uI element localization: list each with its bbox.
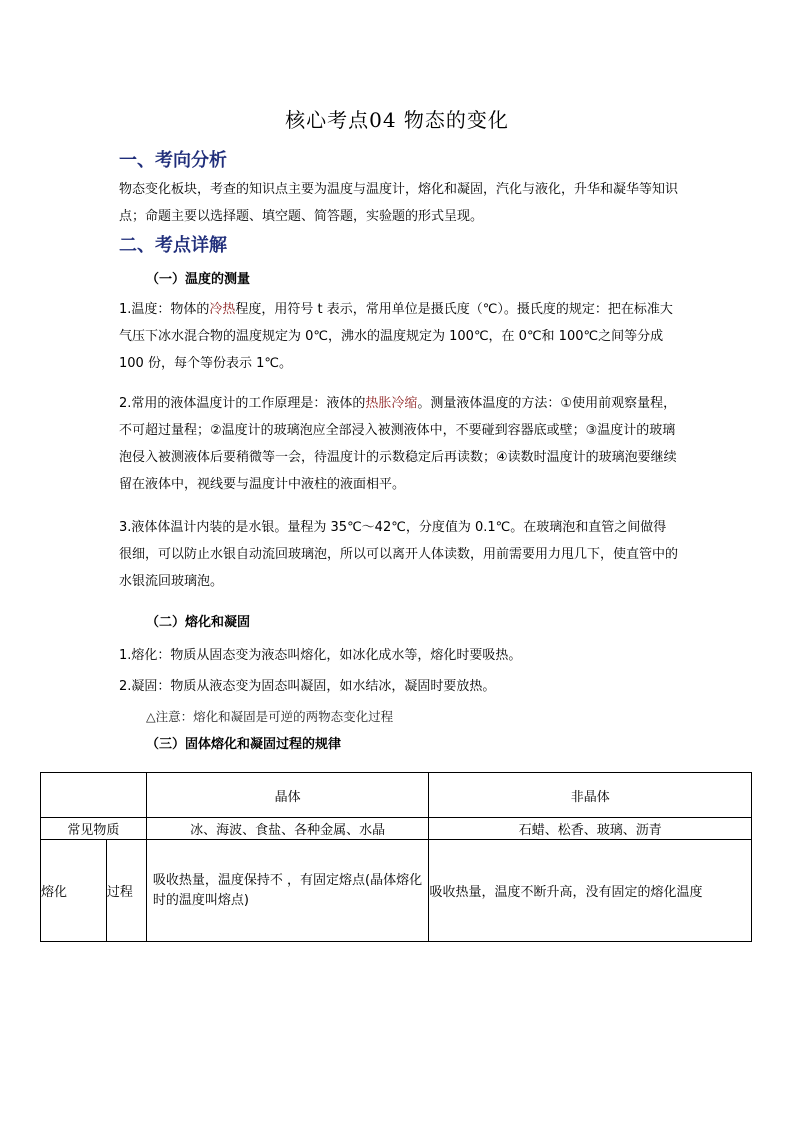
cell-noncrystal-process: 吸收热量，温度不断升高，没有固定的熔化温度	[429, 840, 752, 942]
table-row	[41, 818, 752, 840]
highlight-term: 冷热	[209, 302, 236, 317]
table-header-row	[41, 773, 752, 818]
text-segment: 程度，用符号 t 表示，常用单位是摄氏度（℃）。摄氏度的规定：把在标准大气压下冰水混合物的温度规定为 0℃，沸水的温度规定为 100℃，在 0℃和 100℃之间等分成 100 份，每个等份表示 1℃。	[119, 302, 673, 371]
subheading-melting-rules: （三）固体熔化和凝固过程的规律	[146, 737, 342, 752]
page-title: 核心考点04 物态的变化	[285, 108, 509, 132]
row-label-melting: 熔化	[41, 840, 107, 942]
paragraph-solidification: 2.凝固：物质从液态变为固态叫凝固，如水结冰，凝固时要放热。	[119, 679, 496, 694]
text-segment: 2.常用的液体温度计的工作原理是：液体的	[119, 396, 366, 411]
paragraph-temperature	[119, 296, 679, 377]
header-noncrystal: 非晶体	[429, 773, 752, 818]
cell-crystal-examples: 冰、海波、食盐、各种金属、水晶	[146, 818, 429, 840]
row-label-common-substances: 常见物质	[41, 818, 147, 840]
cell-crystal-process: 吸收热量，温度保持不 ，有固定熔点(晶体熔化时的温度叫熔点)	[146, 840, 429, 942]
section-heading-analysis: 一、考向分析	[119, 150, 227, 171]
cell-noncrystal-examples: 石蜡、松香、玻璃、沥青	[429, 818, 752, 840]
paragraph-thermometer	[119, 390, 679, 498]
comparison-table	[40, 772, 752, 942]
section-heading-details: 二、考点详解	[119, 235, 227, 256]
row-label-process: 过程	[106, 840, 146, 942]
highlight-term: 热胀冷缩	[365, 396, 418, 411]
paragraph-melting: 1.熔化：物质从固态变为液态叫熔化，如冰化成水等，熔化时要吸热。	[119, 648, 522, 663]
subheading-temperature-measurement: （一）温度的测量	[146, 272, 251, 287]
note-text: △注意：熔化和凝固是可逆的两物态变化过程	[146, 709, 394, 724]
analysis-paragraph: 物态变化板块，考查的知识点主要为温度与温度计，熔化和凝固，汽化与液化，升华和凝华等知识点；命题主要以选择题、填空题、简答题，实验题的形式呈现。	[119, 182, 679, 224]
table-corner-cell	[41, 773, 147, 818]
subheading-melting-solidification: （二）熔化和凝固	[146, 615, 251, 630]
text-segment: 1.温度：物体的	[119, 302, 210, 317]
paragraph-clinical-thermometer: 3.液体体温计内装的是水银。量程为 35℃～42℃，分度值为 0.1℃。在玻璃泡和直管之间做得很细，可以防止水银自动流回玻璃泡，所以可以离开人体读数，用前需要用力甩几下，使直管中的水银流回玻璃泡。	[119, 520, 679, 589]
header-crystal: 晶体	[146, 773, 429, 818]
table-row	[41, 840, 752, 942]
text-segment: 。测量液体温度的方法：①使用前观察量程，不可超过量程；②温度计的玻璃泡应全部浸入被测液体中，不要碰到容器底或壁；③温度计的玻璃泡侵入被测液体后要稍微等一会，待温度计的示数稳定后再读数；④读数时温度计的玻璃泡要继续留在液体中，视线要与温度计中液柱的液面相平。	[119, 396, 677, 492]
